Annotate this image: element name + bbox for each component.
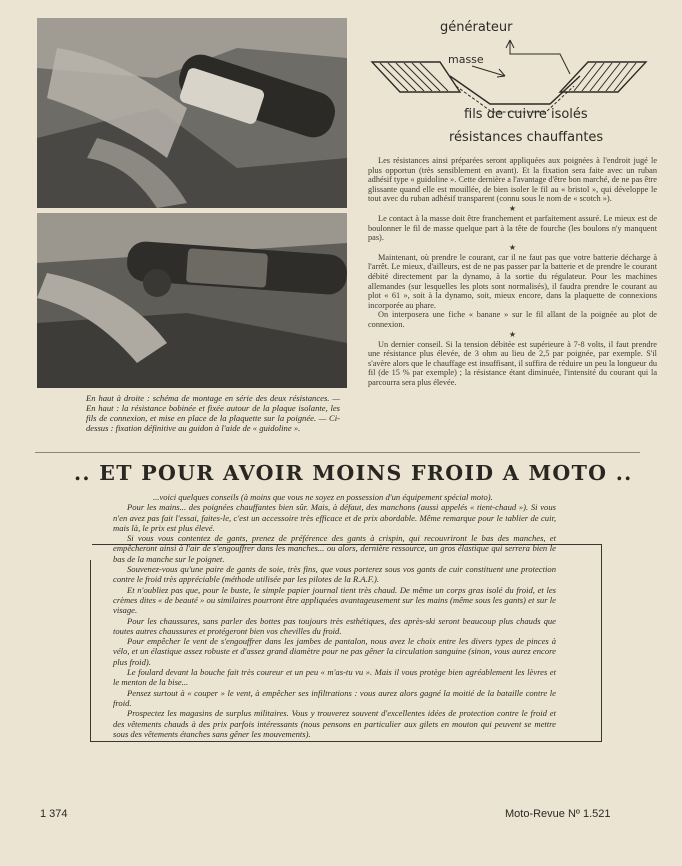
paragraph: Pour les mains... des poignées chauffantes bien sûr. Mais, à défaut, des manchons (aussi appelés « tient-chaud »). Si vous n'en avez pas fait l'essai, faites-le, c'est un accessoire très efficace et de prix abordable. Même remarque pour le tablier de cuir, mais là, le prix est plus élevé. (113, 502, 556, 533)
paragraph: Maintenant, où prendre le courant, car il ne faut pas que votre batterie décharge à l'arrêt. Le mieux, d'ailleurs, est de ne pas passer par la batterie et de prendre le courant débité directement par la dynamo, à la sortie du régulateur. Pour les machines allemandes (sur lesquelles les plots sont normalisés), il faudra prendre le courant au plot « 61 », soit à la dynamo, soit, mieux encore, dans la plaquette de connexions incorporée au phare. (368, 252, 657, 310)
page-number: 1 374 (40, 808, 68, 820)
article-lead: ...voici quelques conseils (à moins que vous ne soyez en possession d'un équipement spécial moto). (153, 492, 493, 502)
section-divider (35, 452, 640, 453)
paragraph: Pour empêcher le vent de s'engouffrer dans les jambes de pantalon, nous avez le choix entre les divers types de pinces à vélo, et un élastique assez robuste et d'assez grand diamètre pour ne pas gêner la circulation sanguine (sinon, vous aurez encore plus froid). (113, 636, 556, 667)
handlebar-guidoline-photo-illustration (37, 213, 347, 388)
separator-star: ★ (508, 203, 517, 213)
photo-caption: En haut à droite : schéma de montage en série des deux résistances. — En haut : la résistance bobinée et fixée autour de la plaque isolante, les fils de connexion, et mise en place de la plaquette sur la poignée. — Ci-dessus : fixation définitive au guidon à l'aide de « guidoline ». (86, 393, 340, 433)
label-masse: masse (448, 53, 484, 66)
photo-resistance-mounting (37, 18, 347, 208)
article-headline: .. ET POUR AVOIR MOINS FROID A MOTO .. (74, 461, 633, 485)
paragraph: Prospectez les magasins de surplus militaires. Vous y trouverez souvent d'excellentes idées de protection contre le froid et des vêtements chauds à des prix parfois intéressants (nous pensons en particulier aux gilets en mouton qui peuvent se mettre sous des vêtements étanches sans gêner les mouvements). (113, 708, 556, 739)
label-generateur: générateur (440, 20, 513, 35)
separator-star: ★ (508, 329, 517, 339)
paragraph: Pensez surtout à « couper » le vent, à empêcher ses infiltrations : vous aurez alors gagné la moitié de la bataille contre le froid. (113, 687, 556, 708)
paragraph: Si vous vous contentez de gants, prenez de préférence des gants à crispin, qui recouvriront le bas des manches, et empêcheront ainsi à l'air de s'engouffrer dans les manches... ou alors, dernière ressource, un gros élastique qui serrera bien le bas de la manche sur le poignet. (113, 533, 556, 564)
label-resistances: résistances chauffantes (449, 130, 604, 145)
article-body (113, 492, 556, 739)
wiring-diagram (360, 14, 660, 154)
paragraph: Les résistances ainsi préparées seront appliquées aux poignées à l'endroit jugé le plus opportun (très sensiblement en avant). Et la fixation sera faite avec un ruban adhésif type « guidoline ». Cette dernière a l'avantage d'être bon marché, de ne pas être glissante quand elle est mouillée, de bien isoler le fil au « bristol », qui développe le tout avec du ruban adhésif transparent (connu sous le nom de « scotch »). (368, 156, 657, 204)
magazine-issue: Moto-Revue Nº 1.521 (505, 808, 611, 820)
paragraph: Et n'oubliez pas que, pour le buste, le simple papier journal tient très chaud. De même un corps gras isolé du froid, et les crèmes dites « de beauté » ou similaires pourront être appliquées avantageusement sur les mains (même sous les gants) et sur le visage. (113, 584, 556, 616)
paragraph: Souvenez-vous qu'une paire de gants de soie, très fins, que vous porterez sous vos gants de cuir constituent une protection contre le froid très appréciable (méthode utilisée par les pilotes de la R.A.F.). (113, 564, 556, 585)
paragraph: Un dernier conseil. Si la tension débitée est supérieure à 7-8 volts, il faut prendre une résistance plus élevée, de 3 ohm au lieu de 2,5 par poignée, par exemple. S'il s'avère alors que le chauffage est insuffisant, il suffira de réduire un peu la longueur du fil (de 15 % par exemple) ; la résistance étant diminuée, l'intensité du courant qui la parcourra sera plus élevée. (368, 339, 657, 387)
separator-star: ★ (508, 242, 517, 252)
paragraph: Le contact à la masse doit être franchement et parfaitement assuré. Le mieux est de boulonner le fil de masse quelque part à la tête de fourche (les boulons n'y manquent pas). (368, 213, 657, 243)
frame-gap (89, 544, 92, 560)
photo-final-fixation (37, 213, 347, 388)
label-fils-cuivre: fils de cuivre isolés (464, 107, 588, 122)
paragraph: Le foulard devant la bouche fait très coureur et un peu « m'as-tu vu ». Mais il vous protège bien agréablement les lèvres et le menton de la bise... (113, 667, 556, 688)
paragraph: Pour les chaussures, sans parler des bottes pas toujours très esthétiques, des après-ski seront beaucoup plus chauds que toutes autres chaussures et protégeront bien vos chevilles du froid. (113, 615, 556, 636)
handlebar-photo-illustration (37, 18, 347, 208)
paragraph: On interposera une fiche « banane » sur le fil allant de la poignée au plot de connexion. (368, 310, 657, 329)
right-column-text (368, 156, 657, 387)
